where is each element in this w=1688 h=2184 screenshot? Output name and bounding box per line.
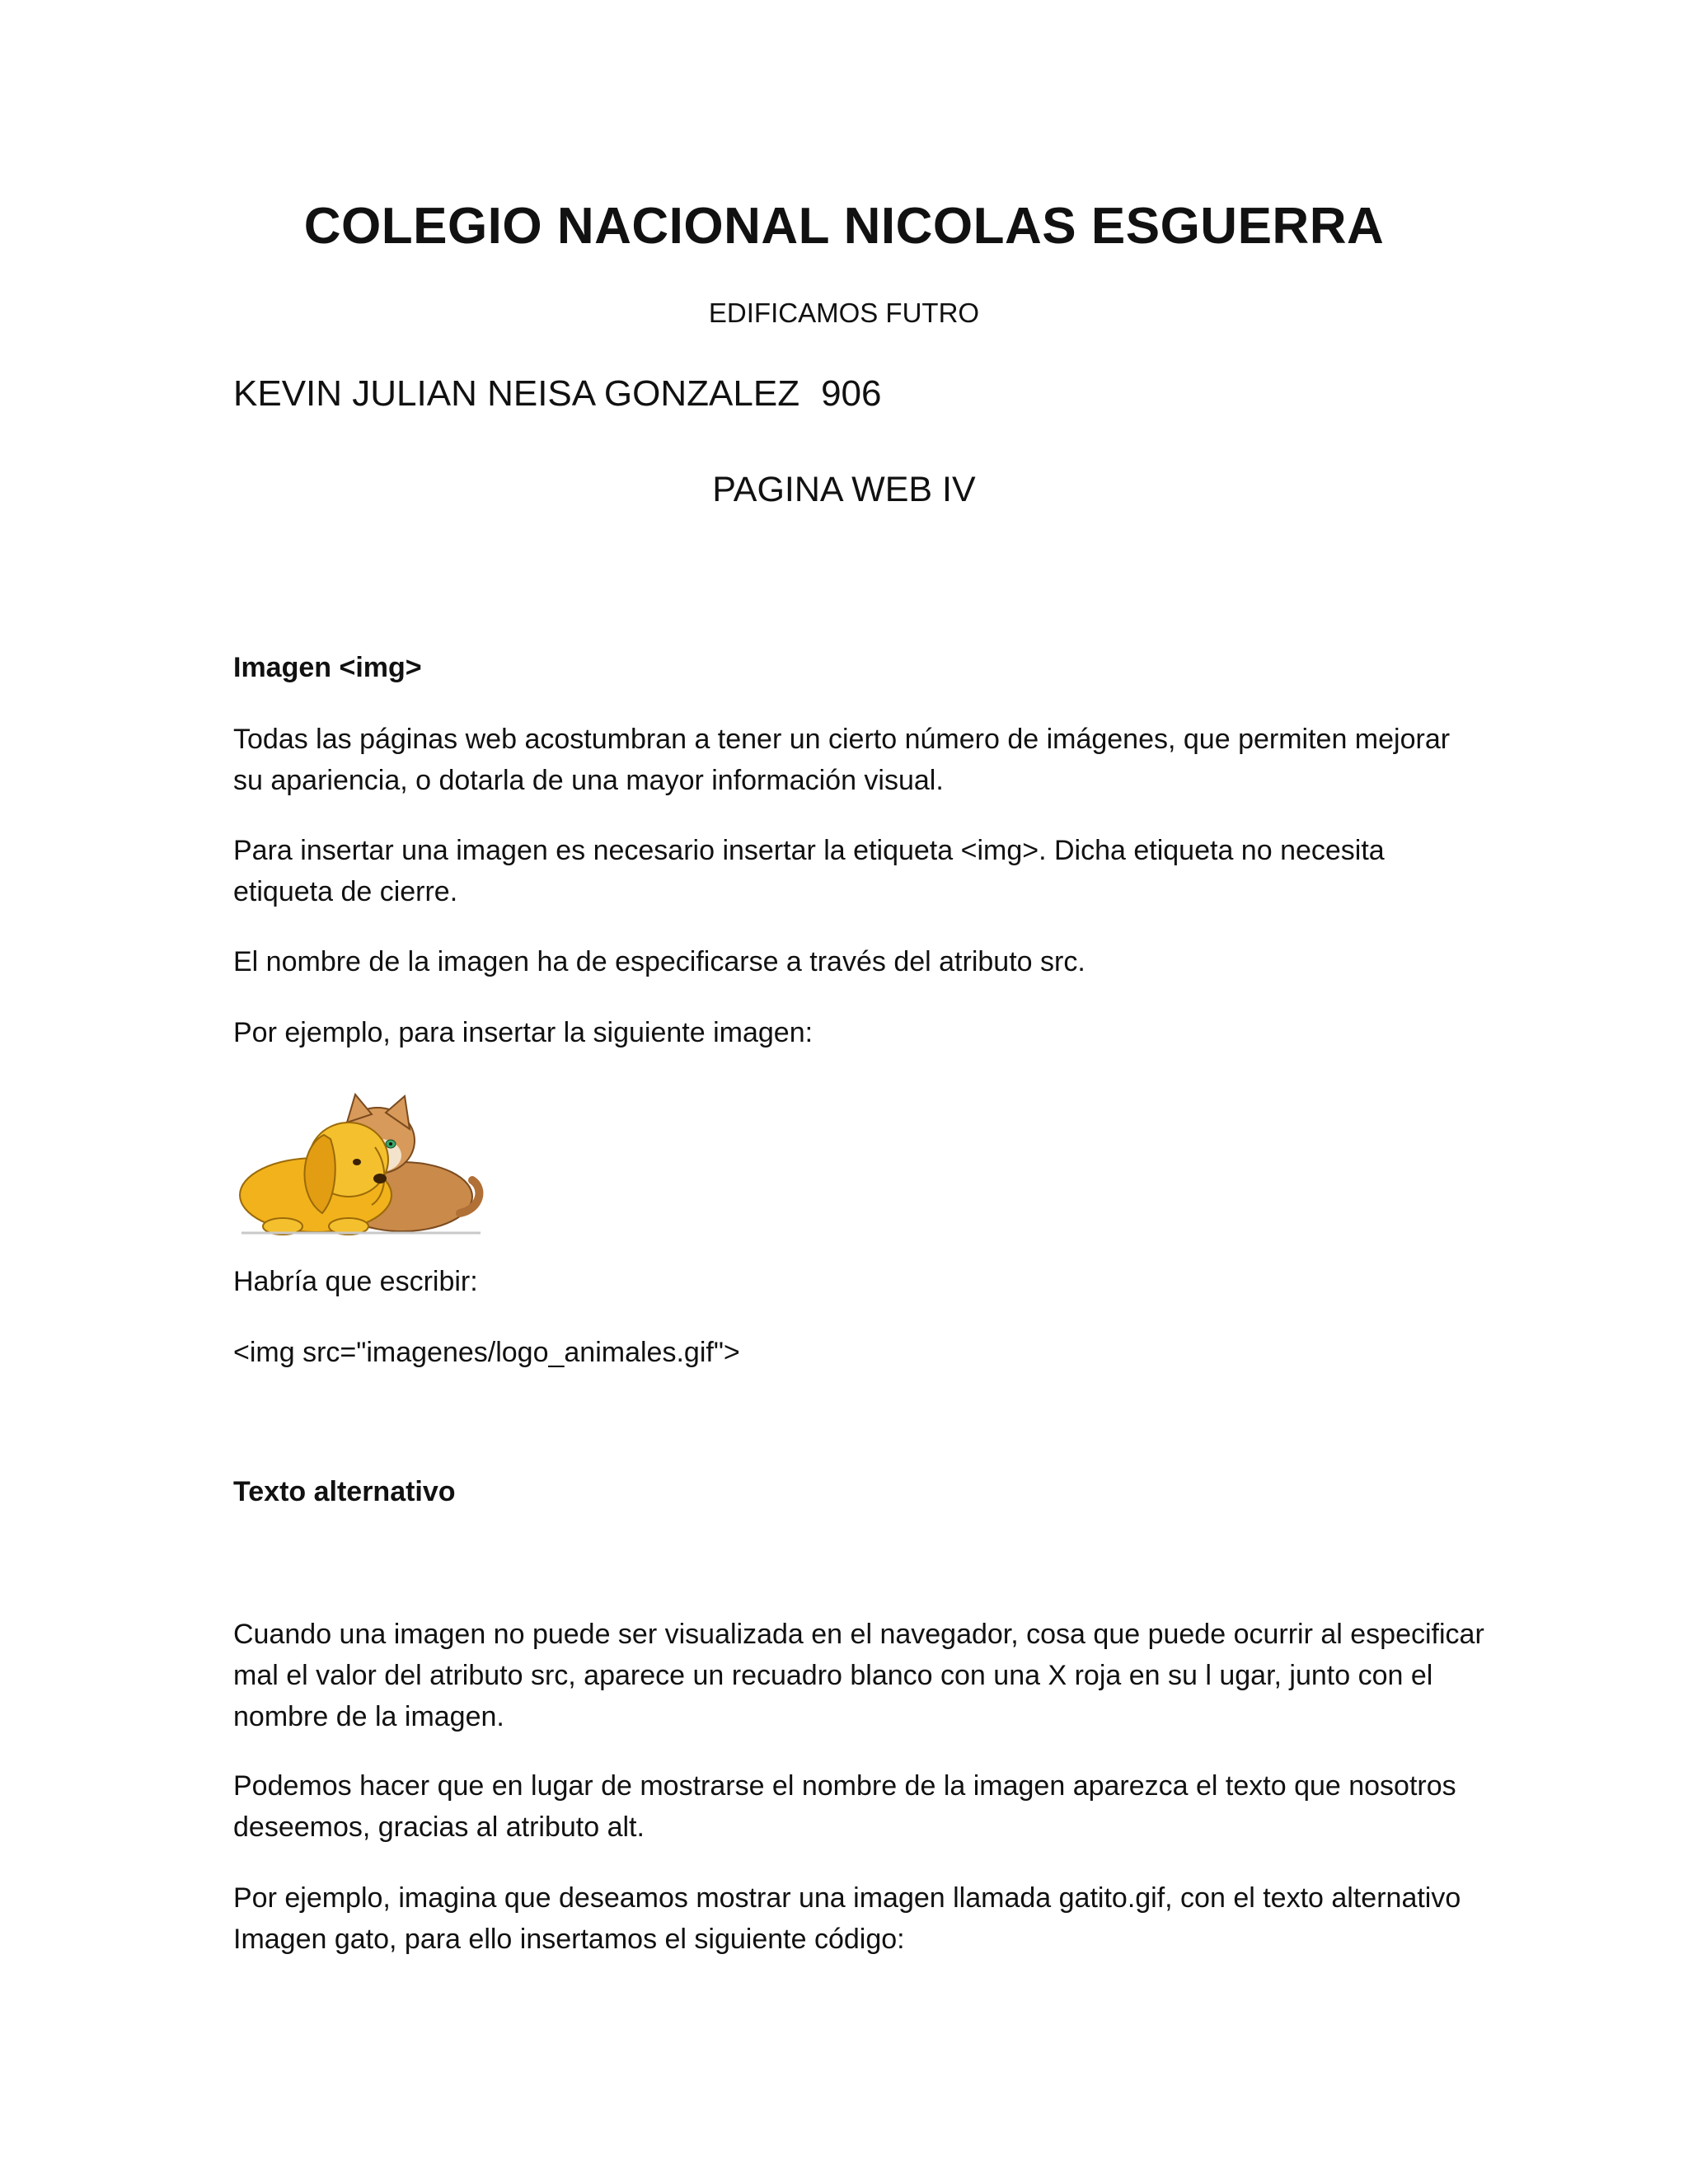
dog-and-cat-illustration xyxy=(233,1090,489,1238)
paragraph-img-src: El nombre de la imagen ha de especificarse a través del atributo src. xyxy=(233,946,1085,977)
school-title: COLEGIO NACIONAL NICOLAS ESGUERRA xyxy=(303,198,1385,255)
student-grade: 906 xyxy=(821,373,882,414)
paragraph-img-insert: Para insertar una imagen es necesario insertar la etiqueta <img>. Dicha etiqueta no necesita etiqueta de cierre. xyxy=(233,835,1385,907)
paragraph-alt-attribute: Podemos hacer que en lugar de mostrarse el nombre de la imagen aparezca el texto que nosotros deseemos, gracias al atributo alt. xyxy=(233,1770,1456,1843)
paragraph-img-example: Por ejemplo, para insertar la siguiente imagen: xyxy=(233,1017,814,1048)
paragraph-alt-intro: Cuando una imagen no puede ser visualizada en el navegador, cosa que puede ocurrir al especificar mal el valor del atributo src, aparece un recuadro blanco con una X roja en su l ugar, junto con el nombre de la imagen. xyxy=(233,1619,1484,1732)
document-title: PAGINA WEB IV xyxy=(712,470,976,509)
paragraph-write-label: Habría que escribir: xyxy=(233,1266,478,1297)
paragraph-img-intro: Todas las páginas web acostumbran a tener un cierto número de imágenes, que permiten mejorar su apariencia, o dotarla de una mayor información visual. xyxy=(233,724,1451,796)
student-name: KEVIN JULIAN NEISA GONZALEZ xyxy=(233,373,800,414)
section-heading-img: Imagen <img> xyxy=(233,652,422,683)
paragraph-alt-example: Por ejemplo, imagina que deseamos mostrar una imagen llamada gatito.gif, con el texto alternativo Imagen gato, para ello insertamos el siguiente código: xyxy=(233,1882,1461,1955)
code-example: <img src="imagenes/logo_animales.gif"> xyxy=(233,1337,740,1368)
school-motto: EDIFICAMOS FUTRO xyxy=(708,298,980,328)
section-heading-alt: Texto alternativo xyxy=(233,1476,456,1507)
student-line xyxy=(233,373,882,415)
